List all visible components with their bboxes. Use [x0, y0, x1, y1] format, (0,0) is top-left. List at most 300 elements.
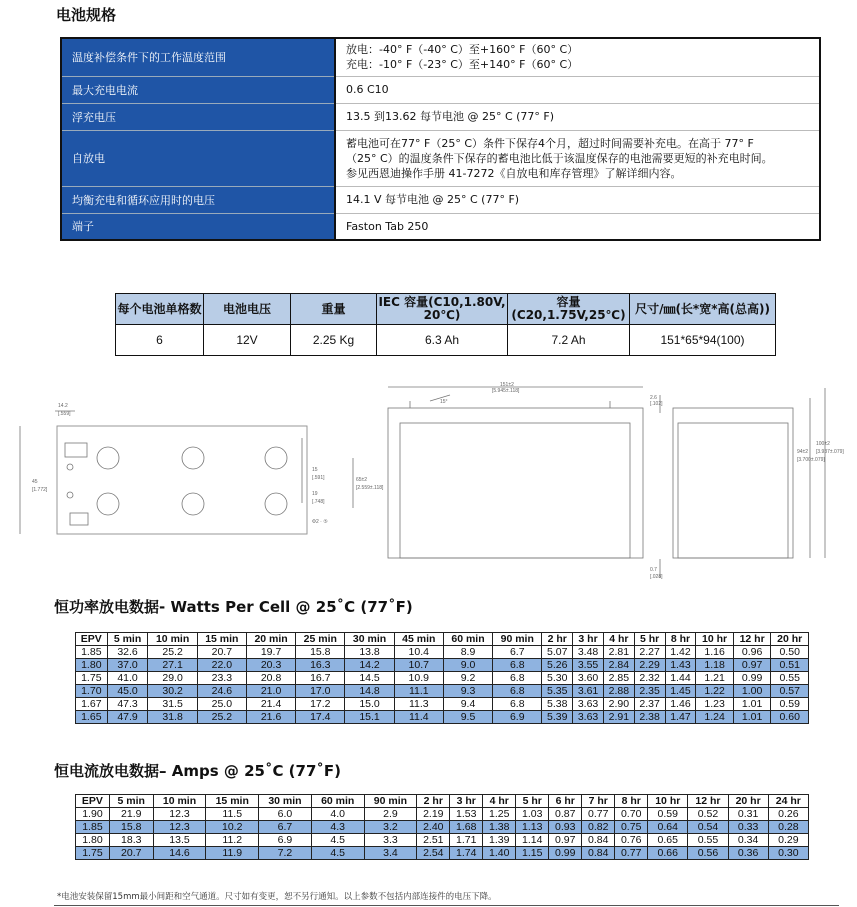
polarity-label: Φ2 · ⑤: [312, 519, 328, 525]
table-cell: 14.8: [345, 685, 394, 698]
table-cell: 13.8: [345, 646, 394, 659]
table-cell: 1.43: [665, 659, 696, 672]
table-cell: 16.7: [296, 672, 345, 685]
table-cell: 4.5: [311, 847, 364, 860]
table-cell: 21.0: [246, 685, 295, 698]
spec-value: [335, 38, 820, 76]
table-header: 4 hr: [483, 795, 516, 808]
spec-value-line: （25° C）的温度条件下保存的蓄电池比低于该温度保存的电池需要更短的补充电时间。: [346, 151, 773, 165]
table-header: 60 min: [443, 633, 492, 646]
table-header: 3 hr: [450, 795, 483, 808]
table-cell: 3.4: [364, 847, 417, 860]
table-cell: 6.8: [493, 672, 542, 685]
table-cell: 4.0: [311, 808, 364, 821]
table-cell: 12.3: [153, 808, 206, 821]
table-cell: 9.5: [443, 711, 492, 724]
table-header: 60 min: [311, 795, 364, 808]
table-cell: 0.29: [768, 834, 808, 847]
table-cell: 6.8: [493, 698, 542, 711]
table-cell: 17.2: [296, 698, 345, 711]
dimension-drawings: [10, 382, 844, 583]
table-cell: 0.87: [549, 808, 582, 821]
table-header: 20 min: [246, 633, 295, 646]
summary-value: 12V: [204, 325, 291, 356]
table-cell: 17.4: [296, 711, 345, 724]
table-cell: 1.25: [483, 808, 516, 821]
table-cell: 22.0: [197, 659, 246, 672]
table-cell: 1.42: [665, 646, 696, 659]
table-cell: 2.84: [603, 659, 634, 672]
table-cell: 0.59: [648, 808, 688, 821]
table-cell: 3.60: [573, 672, 604, 685]
table-cell: 1.47: [665, 711, 696, 724]
terminal-circle: [265, 447, 287, 469]
amps-title: 恒电流放电数据– Amps @ 25˚C (77˚F): [54, 762, 342, 780]
table-cell: 31.5: [148, 698, 197, 711]
table-header: 45 min: [394, 633, 443, 646]
spec-row: [61, 76, 820, 103]
table-cell: 10.4: [394, 646, 443, 659]
table-cell: 14.6: [153, 847, 206, 860]
table-header: 24 hr: [768, 795, 808, 808]
table-cell: 25.0: [197, 698, 246, 711]
table-cell: 20.7: [109, 847, 153, 860]
watts-table: [75, 632, 809, 724]
summary-header: 每个电池单格数: [116, 294, 204, 325]
table-cell: 6.8: [493, 685, 542, 698]
table-cell: 3.63: [573, 698, 604, 711]
table-header: 8 hr: [615, 795, 648, 808]
dim-26-in: [.102]: [650, 401, 663, 407]
table-cell: 1.03: [516, 808, 549, 821]
table-cell: 0.84: [582, 847, 615, 860]
table-cell: 5.38: [542, 698, 573, 711]
table-header: 3 hr: [573, 633, 604, 646]
table-cell: 1.85: [76, 646, 108, 659]
table-cell: 9.2: [443, 672, 492, 685]
table-cell: 6.8: [493, 659, 542, 672]
table-cell: 13.5: [153, 834, 206, 847]
table-cell: 18.3: [109, 834, 153, 847]
dim-15-in: [.591]: [312, 475, 325, 481]
table-cell: 6.9: [259, 834, 312, 847]
table-cell: 3.55: [573, 659, 604, 672]
table-cell: 1.45: [665, 685, 696, 698]
spec-row: [61, 103, 820, 130]
spec-value-line: 充电：-10° F（-23° C）至+140° F（60° C）: [346, 58, 579, 72]
table-cell: 0.66: [648, 847, 688, 860]
table-cell: 11.5: [206, 808, 259, 821]
spec-value: [335, 213, 820, 240]
table-cell: 30.2: [148, 685, 197, 698]
table-cell: 0.57: [771, 685, 809, 698]
table-cell: 16.3: [296, 659, 345, 672]
table-row: [76, 698, 809, 711]
table-cell: 0.33: [728, 821, 768, 834]
table-cell: 2.54: [417, 847, 450, 860]
dim-26: 2.6: [650, 395, 657, 401]
table-cell: 1.39: [483, 834, 516, 847]
table-cell: 1.80: [76, 659, 108, 672]
spec-row: [61, 38, 820, 76]
dim-15: 15: [312, 467, 318, 473]
table-cell: 9.0: [443, 659, 492, 672]
spec-value-line: 参见西恩迪操作手册 41-7272《自放电和库存管理》了解详细内容。: [346, 166, 682, 180]
table-cell: 0.99: [549, 847, 582, 860]
side-view-outline: [673, 408, 793, 558]
angle-label: 15°: [440, 399, 448, 405]
table-cell: 0.82: [582, 821, 615, 834]
table-header: 30 min: [259, 795, 312, 808]
table-cell: 0.50: [771, 646, 809, 659]
table-header: 8 hr: [665, 633, 696, 646]
summary-header: 重量: [291, 294, 377, 325]
dim-total-h: 100±2: [816, 441, 830, 447]
table-cell: 1.24: [696, 711, 734, 724]
dim-top-width: 151±2: [500, 382, 514, 388]
table-cell: 15.0: [345, 698, 394, 711]
summary-table: [115, 293, 776, 356]
table-cell: 2.29: [634, 659, 665, 672]
table-cell: 1.15: [516, 847, 549, 860]
footnote: *电池安装保留15mm最小间距和空气通道。尺寸如有变更，恕不另行通知。以上参数不包括内部连接件的电压下降。: [57, 892, 497, 902]
table-cell: 3.2: [364, 821, 417, 834]
table-cell: 0.76: [615, 834, 648, 847]
table-cell: 0.64: [648, 821, 688, 834]
table-cell: 0.65: [648, 834, 688, 847]
table-row: [76, 659, 809, 672]
spec-key: 端子: [61, 213, 335, 240]
terminal-circle: [97, 493, 119, 515]
table-cell: 1.18: [696, 659, 734, 672]
terminal-circle: [265, 493, 287, 515]
dim-19-in: [.748]: [312, 499, 325, 505]
dim-14-in: [.559]: [58, 411, 71, 417]
table-cell: 2.19: [417, 808, 450, 821]
table-cell: 47.9: [107, 711, 148, 724]
table-cell: 5.07: [542, 646, 573, 659]
table-cell: 0.52: [688, 808, 728, 821]
spec-title: 电池规格: [56, 6, 117, 24]
table-cell: 15.8: [109, 821, 153, 834]
table-cell: 1.01: [733, 711, 771, 724]
table-cell: 0.96: [733, 646, 771, 659]
dim-19: 19: [312, 491, 318, 497]
table-header: 7 hr: [582, 795, 615, 808]
table-cell: 2.9: [364, 808, 417, 821]
table-cell: 45.0: [107, 685, 148, 698]
table-cell: 1.75: [76, 672, 108, 685]
spec-key: 均衡充电和循环应用时的电压: [61, 186, 335, 213]
table-header: 15 min: [206, 795, 259, 808]
table-cell: 10.2: [206, 821, 259, 834]
table-header: EPV: [76, 795, 110, 808]
spec-value: [335, 103, 820, 130]
table-header: 6 hr: [549, 795, 582, 808]
table-cell: 0.59: [771, 698, 809, 711]
spec-row: [61, 130, 820, 186]
table-cell: 10.9: [394, 672, 443, 685]
table-cell: 1.46: [665, 698, 696, 711]
table-cell: 2.37: [634, 698, 665, 711]
table-cell: 11.2: [206, 834, 259, 847]
table-header: 5 min: [109, 795, 153, 808]
table-row: [76, 821, 809, 834]
table-cell: 5.35: [542, 685, 573, 698]
dim-14: 14.2: [58, 403, 68, 409]
table-cell: 1.44: [665, 672, 696, 685]
table-cell: 21.9: [109, 808, 153, 821]
table-cell: 14.2: [345, 659, 394, 672]
table-cell: 1.71: [450, 834, 483, 847]
table-cell: 0.75: [615, 821, 648, 834]
spec-key: 最大充电电流: [61, 76, 335, 103]
dim-front-h-in: [3.700±.079]: [797, 457, 825, 463]
table-cell: 1.53: [450, 808, 483, 821]
summary-value: 7.2 Ah: [508, 325, 630, 356]
table-cell: 0.99: [733, 672, 771, 685]
table-cell: 1.65: [76, 711, 108, 724]
dim-65: 65±2: [356, 477, 368, 483]
table-cell: 6.9: [493, 711, 542, 724]
table-header: 12 hr: [688, 795, 728, 808]
table-header: 15 min: [197, 633, 246, 646]
table-header: 2 hr: [542, 633, 573, 646]
table-cell: 11.1: [394, 685, 443, 698]
table-cell: 0.77: [582, 808, 615, 821]
table-cell: 6.7: [493, 646, 542, 659]
summary-value: 6.3 Ah: [377, 325, 508, 356]
spec-value: [335, 76, 820, 103]
table-cell: 20.7: [197, 646, 246, 659]
table-cell: 37.0: [107, 659, 148, 672]
dim-45: 45: [32, 479, 38, 485]
spec-value-line: 放电：-40° F（-40° C）至+160° F（60° C）: [346, 43, 579, 57]
table-cell: 31.8: [148, 711, 197, 724]
table-cell: 2.32: [634, 672, 665, 685]
table-cell: 15.8: [296, 646, 345, 659]
table-cell: 0.97: [733, 659, 771, 672]
table-row: [76, 672, 809, 685]
table-row: [76, 685, 809, 698]
table-cell: 1.40: [483, 847, 516, 860]
table-header: 90 min: [493, 633, 542, 646]
table-cell: 23.3: [197, 672, 246, 685]
table-cell: 1.16: [696, 646, 734, 659]
table-cell: 0.55: [771, 672, 809, 685]
summary-value: 2.25 Kg: [291, 325, 377, 356]
spec-key: 浮充电压: [61, 103, 335, 130]
footer-divider: [54, 905, 839, 906]
dim-front-h: 94±2: [797, 449, 809, 455]
table-row: [76, 834, 809, 847]
table-cell: 19.7: [246, 646, 295, 659]
table-header: 5 min: [107, 633, 148, 646]
table-cell: 41.0: [107, 672, 148, 685]
table-cell: 27.1: [148, 659, 197, 672]
table-cell: 15.1: [345, 711, 394, 724]
table-header: 20 hr: [771, 633, 809, 646]
table-header: 5 hr: [516, 795, 549, 808]
spec-value: [335, 130, 820, 186]
summary-header: 容量(C20,1.75V,25℃): [508, 294, 630, 325]
table-cell: 2.88: [603, 685, 634, 698]
table-cell: 1.21: [696, 672, 734, 685]
table-cell: 9.3: [443, 685, 492, 698]
table-cell: 1.01: [733, 698, 771, 711]
table-cell: 7.2: [259, 847, 312, 860]
table-cell: 0.26: [768, 808, 808, 821]
table-cell: 0.54: [688, 821, 728, 834]
table-cell: 1.22: [696, 685, 734, 698]
dim-07-in: [.028]: [650, 574, 663, 580]
table-cell: 2.81: [603, 646, 634, 659]
table-cell: 2.40: [417, 821, 450, 834]
table-cell: 5.26: [542, 659, 573, 672]
table-cell: 11.9: [206, 847, 259, 860]
table-row: [76, 808, 809, 821]
dim-total-h-in: [3.937±.079]: [816, 449, 844, 455]
spec-value: [335, 186, 820, 213]
table-cell: 3.61: [573, 685, 604, 698]
table-header: 10 hr: [648, 795, 688, 808]
spec-value-line: Faston Tab 250: [346, 219, 429, 233]
spec-value-line: 蓄电池可在77° F（25° C）条件下保存4个月，超过时间需要补充电。在高于 77° F: [346, 136, 754, 150]
front-view-outline: [388, 408, 643, 558]
dim-07: 0.7: [650, 567, 657, 573]
table-header: 10 min: [153, 795, 206, 808]
table-cell: 24.6: [197, 685, 246, 698]
dim-top-width-in: [5.945±.118]: [492, 388, 520, 394]
table-cell: 1.80: [76, 834, 110, 847]
table-cell: 1.67: [76, 698, 108, 711]
table-cell: 0.36: [728, 847, 768, 860]
table-header: 90 min: [364, 795, 417, 808]
table-cell: 25.2: [197, 711, 246, 724]
table-cell: 2.27: [634, 646, 665, 659]
spec-row: [61, 213, 820, 240]
table-cell: 1.75: [76, 847, 110, 860]
spec-value-line: 0.6 C10: [346, 83, 389, 96]
table-cell: 2.90: [603, 698, 634, 711]
amps-table: [75, 794, 809, 860]
table-header: EPV: [76, 633, 108, 646]
table-cell: 29.0: [148, 672, 197, 685]
table-cell: 20.3: [246, 659, 295, 672]
table-cell: 0.28: [768, 821, 808, 834]
table-row: [76, 847, 809, 860]
table-cell: 47.3: [107, 698, 148, 711]
spec-key: 温度补偿条件下的工作温度范围: [61, 38, 335, 76]
table-header: 20 hr: [728, 795, 768, 808]
table-cell: 32.6: [107, 646, 148, 659]
terminal-circle: [97, 447, 119, 469]
table-header: 10 min: [148, 633, 197, 646]
table-cell: 1.23: [696, 698, 734, 711]
table-cell: 1.85: [76, 821, 110, 834]
table-cell: 0.97: [549, 834, 582, 847]
table-cell: 5.39: [542, 711, 573, 724]
table-header: 25 min: [296, 633, 345, 646]
dim-65-in: [2.559±.118]: [356, 485, 384, 491]
summary-value: 6: [116, 325, 204, 356]
table-cell: 9.4: [443, 698, 492, 711]
spec-row: [61, 186, 820, 213]
table-cell: 11.4: [394, 711, 443, 724]
table-cell: 1.70: [76, 685, 108, 698]
table-header: 2 hr: [417, 795, 450, 808]
spec-value-line: 13.5 到13.62 每节电池 @ 25° C (77° F): [346, 110, 555, 123]
dim-45-in: [1.772]: [32, 487, 48, 493]
table-row: [76, 711, 809, 724]
summary-header: 尺寸/㎜(长*宽*高(总高)): [630, 294, 776, 325]
summary-header: 电池电压: [204, 294, 291, 325]
table-cell: 3.63: [573, 711, 604, 724]
table-row: [76, 646, 809, 659]
table-header: 4 hr: [603, 633, 634, 646]
table-cell: 1.38: [483, 821, 516, 834]
summary-value: 151*65*94(100): [630, 325, 776, 356]
table-cell: 1.68: [450, 821, 483, 834]
table-cell: 21.6: [246, 711, 295, 724]
top-view-outline: [57, 426, 307, 534]
table-cell: 5.30: [542, 672, 573, 685]
table-cell: 0.77: [615, 847, 648, 860]
table-cell: 12.3: [153, 821, 206, 834]
table-cell: 0.93: [549, 821, 582, 834]
table-header: 5 hr: [634, 633, 665, 646]
table-cell: 11.3: [394, 698, 443, 711]
table-cell: 0.30: [768, 847, 808, 860]
table-cell: 6.7: [259, 821, 312, 834]
summary-header: IEC 容量(C10,1.80V, 20℃): [377, 294, 508, 325]
table-cell: 8.9: [443, 646, 492, 659]
table-cell: 2.51: [417, 834, 450, 847]
table-cell: 4.5: [311, 834, 364, 847]
table-cell: 0.51: [771, 659, 809, 672]
table-cell: 10.7: [394, 659, 443, 672]
table-header: 10 hr: [696, 633, 734, 646]
table-header: 30 min: [345, 633, 394, 646]
table-cell: 0.56: [688, 847, 728, 860]
table-cell: 2.85: [603, 672, 634, 685]
table-cell: 0.60: [771, 711, 809, 724]
table-header: 12 hr: [733, 633, 771, 646]
table-cell: 21.4: [246, 698, 295, 711]
table-cell: 14.5: [345, 672, 394, 685]
terminal-circle: [182, 493, 204, 515]
terminal-circle: [182, 447, 204, 469]
table-cell: 2.91: [603, 711, 634, 724]
table-cell: 1.14: [516, 834, 549, 847]
table-cell: 17.0: [296, 685, 345, 698]
table-cell: 20.8: [246, 672, 295, 685]
spec-table: [60, 37, 821, 241]
table-cell: 1.00: [733, 685, 771, 698]
table-cell: 6.0: [259, 808, 312, 821]
table-cell: 0.84: [582, 834, 615, 847]
table-cell: 25.2: [148, 646, 197, 659]
table-cell: 0.55: [688, 834, 728, 847]
table-cell: 0.31: [728, 808, 768, 821]
table-cell: 2.38: [634, 711, 665, 724]
table-cell: 0.34: [728, 834, 768, 847]
table-cell: 4.3: [311, 821, 364, 834]
table-cell: 1.74: [450, 847, 483, 860]
table-cell: 0.70: [615, 808, 648, 821]
spec-key: 自放电: [61, 130, 335, 186]
table-cell: 3.3: [364, 834, 417, 847]
